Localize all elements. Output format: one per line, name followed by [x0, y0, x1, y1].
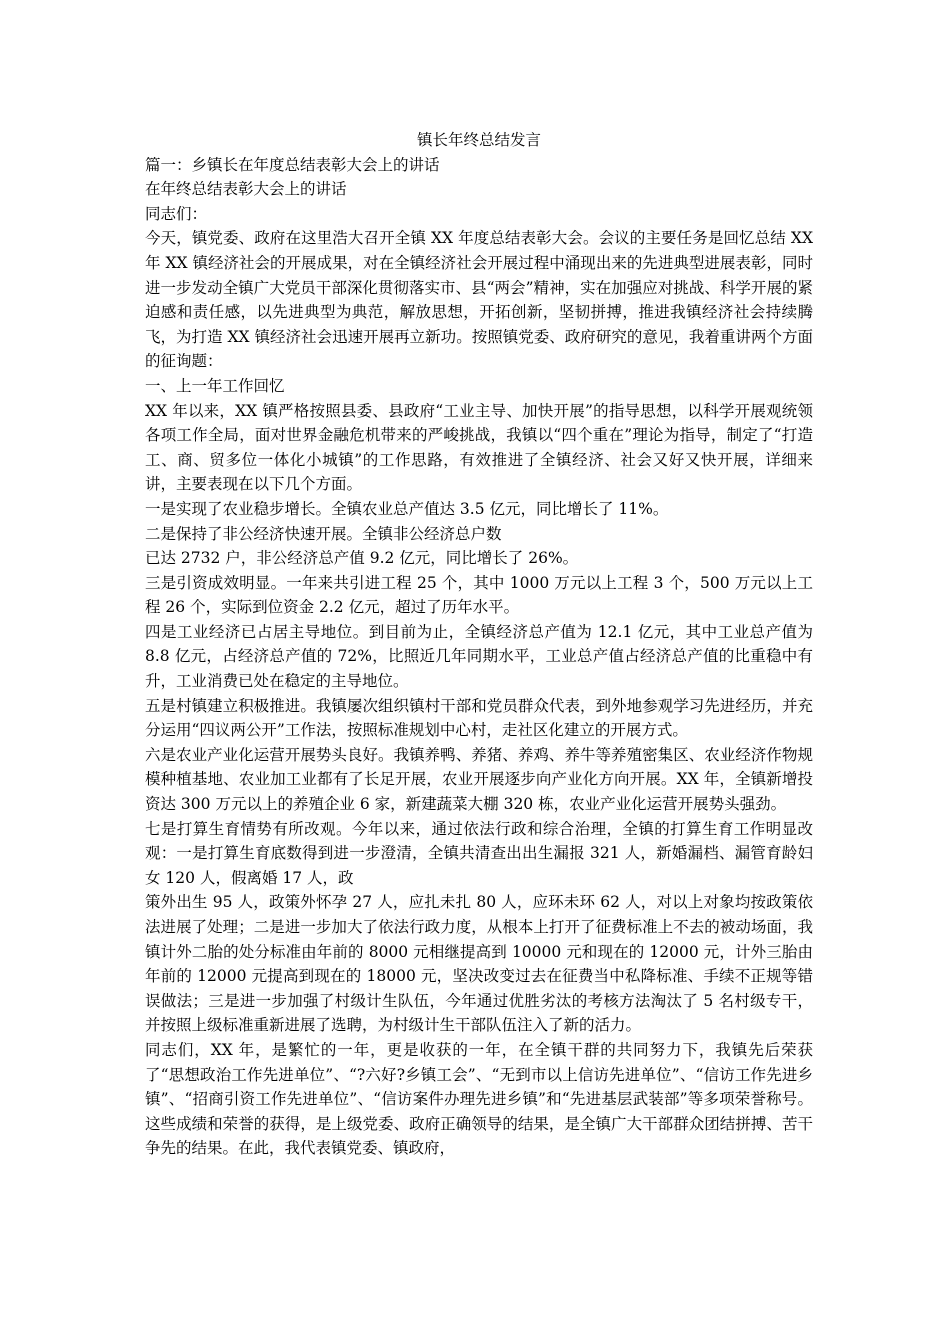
- paragraph-point-7a: 七是打算生育情势有所改观。今年以来，通过依法行政和综合治理，全镇的打算生育工作明显改观：一是打算生育底数得到进一步澄清，全镇共清查出出生漏报 321 人，新婚漏档、漏管育龄妇女 120 人，假离婚 17 人，政: [145, 819, 813, 887]
- paragraph-point-2b: 已达 2732 户，非公经济总产值 9.2 亿元，同比增长了 26%。: [145, 549, 579, 568]
- paragraph-heading-1: 篇一：乡镇长在年度总结表彰大会上的讲话: [145, 155, 440, 174]
- paragraph-point-1: 一是实现了农业稳步增长。全镇农业总产值达 3.5 亿元，同比增长了 11%。: [145, 499, 669, 518]
- section-heading-1: 一、上一年工作回忆: [145, 376, 285, 395]
- document-title: 镇长年终总结发言: [416, 131, 541, 149]
- paragraph-point-2a: 二是保持了非公经济快速开展。全镇非公经济总户数: [145, 524, 502, 543]
- paragraph-overview: XX 年以来，XX 镇严格按照县委、县政府“工业主导、加快开展”的指导思想，以科学开展观统领各项工作全局，面对世界金融危机带来的严峻挑战，我镇以“四个重在”理论为指导，制定了“打造工、商、贸多位一体化小城镇”的工作思路，有效推进了全镇经济、社会又好又快开展，详细来讲，主要表现在以下几个方面。: [145, 401, 813, 494]
- paragraph-heading-2: 在年终总结表彰大会上的讲话: [145, 180, 347, 199]
- paragraph-honors: 同志们，XX 年，是繁忙的一年，更是收获的一年，在全镇干群的共同努力下，我镇先后荣获了“思想政治工作先进单位”、“?六好?乡镇工会”、“无到市以上信访先进单位”、“信访工作先进乡镇”、“招商引资工作先进单位”、“信访案件办理先进乡镇”和“先进基层武装部”等多项荣誉称号。这些成绩和荣誉的获得，是上级党委、政府正确领导的结果，是全镇广大干部群众团结拼搏、苦干争先的结果。在此，我代表镇党委、镇政府，: [145, 1040, 813, 1158]
- paragraph-salutation: 同志们：: [145, 204, 208, 223]
- paragraph-point-7b: 策外出生 95 人，政策外怀孕 27 人，应扎未扎 80 人，应环未环 62 人，对以上对象均按政策依法进展了处理；二是进一步加大了依法行政力度，从根本上打开了征费标准上不去的被动场面，我镇计外二胎的处分标准由年前的 8000 元相继提高到 10000 元和现在的 12000 元，计外三胎由年前的 12000 元提高到现在的 18000 元，坚决改变过去在征费当中私降标准、手续不正规等错误做法；三是进一步加强了村级计生队伍，今年通过优胜劣汰的考核方法淘汰了 5 名村级专干，并按照上级标准重新进展了选聘，为村级计生干部队伍注入了新的活力。: [145, 893, 813, 1035]
- paragraph-intro: 今天，镇党委、政府在这里浩大召开全镇 XX 年度总结表彰大会。会议的主要任务是回忆总结 XX 年 XX 镇经济社会的开展成果，对在全镇经济社会开展过程中涌现出来的先进典型进展表彰，同时进一步发动全镇广大党员干部深化贯彻落实市、县“两会”精神，实在加强应对挑战、科学开展的紧迫感和责任感，以先进典型为典范，解放思想，开拓创新，坚韧拼搏，推进我镇经济社会持续腾飞，为打造 XX 镇经济社会迅速开展再立新功。按照镇党委、政府研究的意见，我着重讲两个方面的征询题：: [145, 229, 813, 371]
- paragraph-point-3: 三是引资成效明显。一年来共引进工程 25 个，其中 1000 万元以上工程 3 个，500 万元以上工程 26 个，实际到位资金 2.2 亿元，超过了历年水平。: [145, 573, 813, 617]
- paragraph-point-5: 五是村镇建立积极推进。我镇屡次组织镇村干部和党员群众代表，到外地参观学习先进经历，并充分运用“四议两公开”工作法，按照标准规划中心村，走社区化建立的开展方式。: [145, 696, 813, 740]
- paragraph-point-4: 四是工业经济已占居主导地位。到目前为止，全镇经济总产值为 12.1 亿元，其中工业总产值为 8.8 亿元，占经济总产值的 72%，比照近几年同期水平，工业总产值占经济总产值的比重稳中有升，工业消费已处在稳定的主导地位。: [145, 622, 813, 691]
- document-page: [145, 128, 813, 1161]
- paragraph-point-6: 六是农业产业化运营开展势头良好。我镇养鸭、养猪、养鸡、养牛等养殖密集区、农业经济作物规模种植基地、农业加工业都有了长足开展，农业开展逐步向产业化方向开展。XX 年，全镇新增投资达 300 万元以上的养殖企业 6 家，新建蔬菜大棚 320 栋，农业产业化运营开展势头强劲。: [145, 745, 813, 814]
